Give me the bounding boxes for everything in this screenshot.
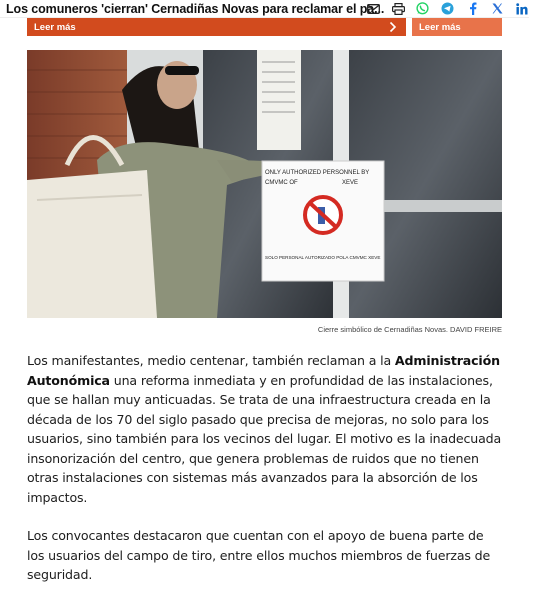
whatsapp-icon[interactable] (411, 0, 436, 18)
sign-text-1: ONLY AUTHORIZED PERSONNEL BY (265, 170, 370, 176)
sign-text-2: CMVMC OF (265, 180, 298, 186)
linkedin-icon[interactable] (510, 0, 535, 18)
article-photo (27, 50, 502, 318)
bold-entity: Administración Autonómica (27, 353, 500, 388)
facebook-icon[interactable] (460, 0, 485, 18)
mail-icon[interactable] (361, 0, 386, 18)
leer-mas-button[interactable] (27, 18, 406, 36)
article-title[interactable]: Los comuneros 'cierran' Cernadiñas Novas para reclamar el pa... (6, 1, 385, 16)
sticky-header (0, 0, 529, 18)
sign-text-bottom: SOLO PERSONAL AUTORIZADO POLA CMVMC XEVE (265, 255, 381, 260)
x-icon[interactable] (485, 0, 510, 18)
article-paragraph-1: Los manifestantes, medio centenar, también reclaman a la Administración Autonómica una reforma inmediata y en profundidad de las instalaciones, que se hallan muy anticuadas. Se trata de una infraestructura creada en la década de los 70 del siglo pasado que precisa de mejoras, no solo para los usuarios, sino también para los vecinos del lugar. El motivo es la inadecuada insonorización del centro, que genera problemas de ruidos que no tienen otras instalaciones con sistemas más avanzados para la absorción de los impactos. (27, 353, 502, 505)
related-links (0, 18, 529, 36)
article-paragraph-2: Los convocantes destacaron que cuentan con el apoyo de buena parte de los usuarios del campo de tiro, entre ellos muchos miembros de fuerzas de seguridad. (27, 528, 491, 582)
chevron-right-icon (389, 21, 397, 33)
sign-text-3: XEVE (342, 180, 359, 186)
sign (262, 161, 384, 281)
share-bar (361, 0, 535, 18)
no-entry-icon (302, 194, 344, 236)
photo-caption: Cierre simbólico de Cernadiñas Novas. DAVID FREIRE (317, 325, 502, 334)
telegram-icon[interactable] (435, 0, 460, 18)
print-icon[interactable] (386, 0, 411, 18)
leer-mas-side-button[interactable] (412, 18, 502, 36)
article-body (27, 351, 503, 604)
leer-mas-side-label: Leer más (419, 21, 461, 33)
leer-mas-label: Leer más (34, 21, 76, 33)
